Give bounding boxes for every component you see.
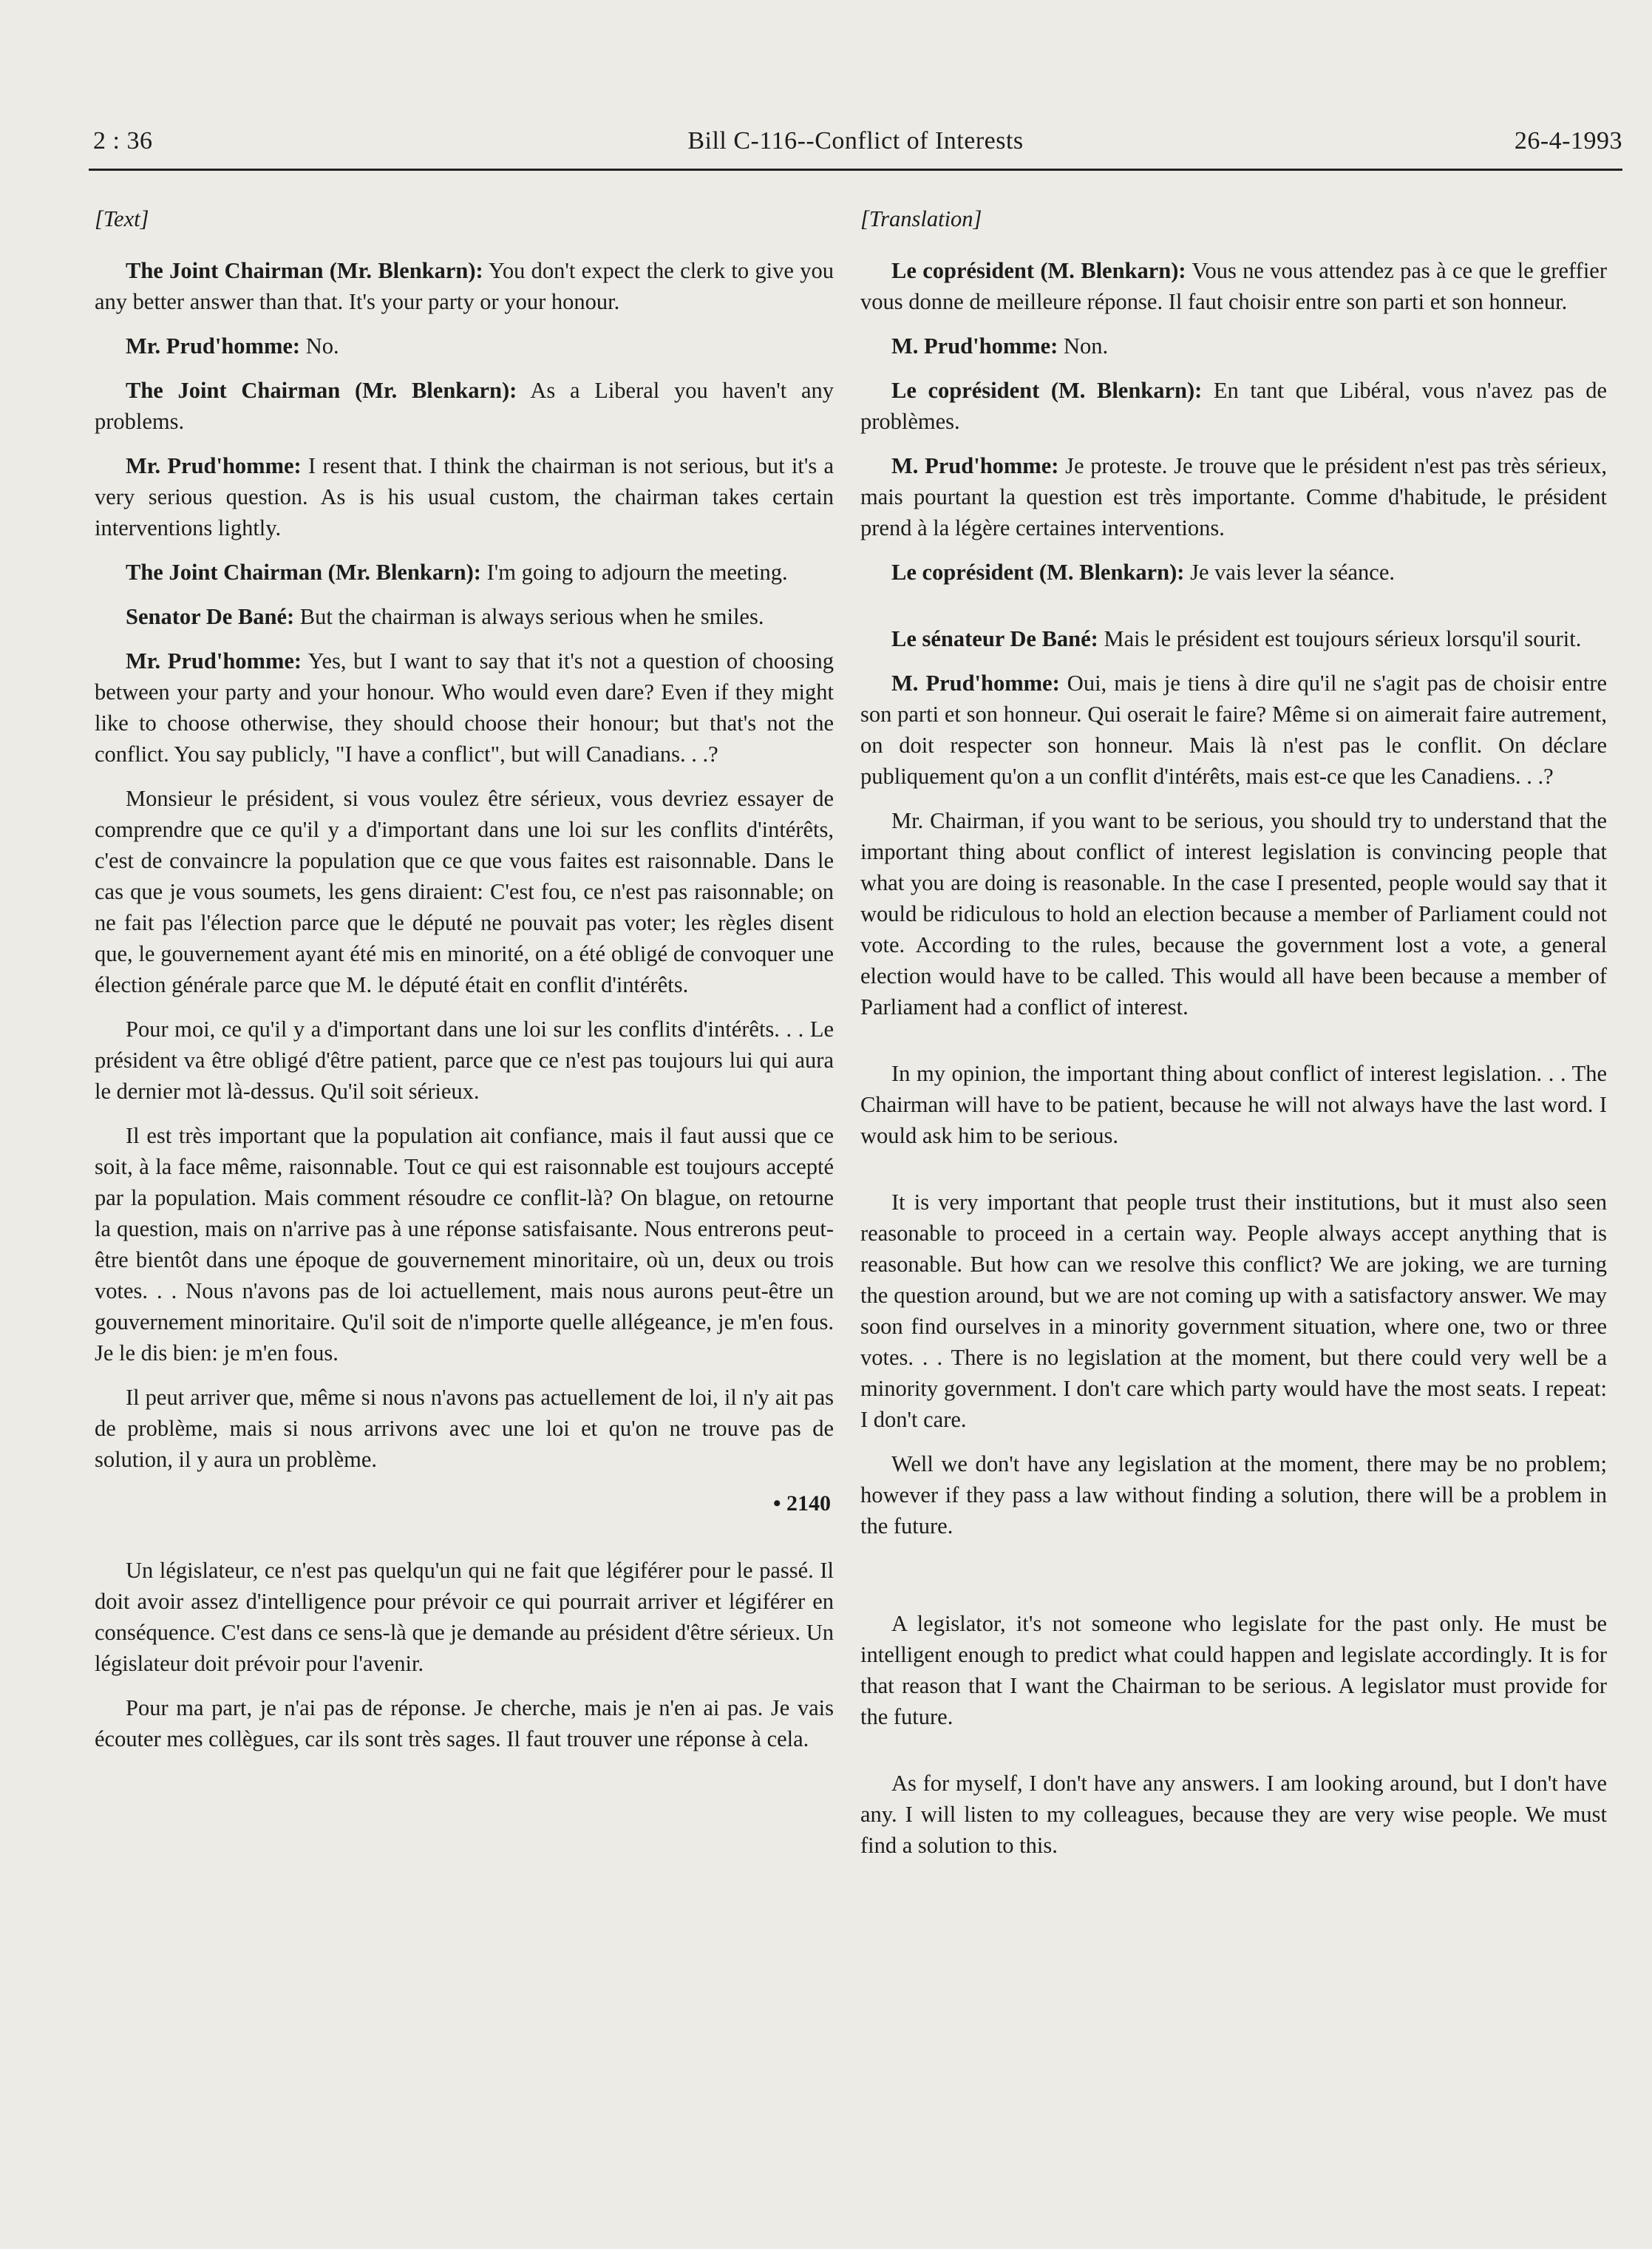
paragraph: Le coprésident (M. Blenkarn): Je vais lever la séance.: [891, 560, 1395, 585]
paragraph: Le coprésident (M. Blenkarn): En tant que Libéral, vous n'avez pas de problèmes.: [860, 378, 1607, 434]
page-number: 2 : 36: [93, 127, 153, 155]
paragraph: M. Prud'homme: Je proteste. Je trouve que le président n'est pas très sérieux, mais pourtant la question est très importante. Comme d'habitude, le président prend à la légère certaines interventions.: [860, 453, 1608, 540]
paragraph: M. Prud'homme: Non.: [891, 333, 1109, 359]
speaker-name: Mr. Prud'homme:: [126, 648, 302, 674]
speaker-name: Senator De Bané:: [126, 604, 295, 629]
paragraph: Mr. Prud'homme: I resent that. I think the chairman is not serious, but it's a very serious question. As is his usual custom, the chairman takes certain interventions lightly.: [95, 453, 834, 540]
speaker-name: Le coprésident (M. Blenkarn):: [891, 378, 1203, 403]
paragraph: Mr. Chairman, if you want to be serious, you should try to understand that the important thing about conflict of interest legislation is convincing people that what you are doing is reasonable. In the case I presented, people would say that it would be ridiculous to hold an election because a member of Parliament could not vote. According to the rules, because the government lost a vote, a general election would have to be called. This would all have been because a member of Parliament had a conflict of interest.: [860, 808, 1607, 1020]
paragraph: Monsieur le président, si vous voulez être sérieux, vous devriez essayer de comprendre que ce qu'il y a d'important dans une loi sur les conflits d'intérêts, c'est de convaincre la population que ce que vous faites est raisonnable. Dans le cas que je vous soumets, les gens diraient: C'est fou, ce n'est pas raisonnable; on ne fait pas l'élection parce que le député ne pouvait pas voter; les règles disent que, le gouvernement ayant été mis en minorité, on a été obligé de convoquer une élection générale parce que M. le député était en conflit d'intérêts.: [95, 786, 834, 997]
paragraph: Il peut arriver que, même si nous n'avons pas actuellement de loi, il n'y ait pas de problème, mais si nous arrivons avec une loi et qu'on ne trouve pas de solution, il y aura un problème.: [95, 1385, 834, 1472]
paragraph: Mr. Prud'homme: Yes, but I want to say that it's not a question of choosing between your party and your honour. Who would even dare? Even if they might like to choose otherwise, they should choose their honour; but that's not the conflict. You say publicly, "I have a conflict", but will Canadians. . .?: [95, 648, 835, 767]
paragraph: Le sénateur De Bané: Mais le président est toujours sérieux lorsqu'il sourit.: [891, 626, 1582, 651]
paragraph: The Joint Chairman (Mr. Blenkarn): I'm going to adjourn the meeting.: [126, 560, 788, 585]
paragraph: M. Prud'homme: Oui, mais je tiens à dire qu'il ne s'agit pas de choisir entre son parti et son honneur. Qui oserait le faire? Même si on aimerait faire autrement, on doit respecter son honneur. Mais là n'est pas le conflit. On déclare publiquement qu'on a un conflit d'intérêts, mais est-ce que les Canadiens. . .?: [860, 671, 1608, 789]
speaker-name: The Joint Chairman (Mr. Blenkarn):: [126, 378, 517, 403]
column-label: [Text]: [95, 206, 149, 231]
document-title: Bill C-116--Conflict of Interests: [687, 127, 1024, 155]
column-label: [Translation]: [860, 206, 982, 231]
left-column-original-text: [95, 203, 834, 1754]
speaker-name: M. Prud'homme:: [891, 333, 1058, 359]
document-date: 26-4-1993: [1514, 127, 1622, 155]
paragraph: Un législateur, ce n'est pas quelqu'un qui ne fait que légiférer pour le passé. Il doit avoir assez d'intelligence pour prévoir ce qui pourrait arriver et légiférer en conséquence. C'est dans ce sens-là que je demande au président d'être sérieux. Un législateur doit prévoir pour l'avenir.: [95, 1558, 834, 1676]
paragraph: It is very important that people trust their institutions, but it must also seen reasonable to proceed in a certain way. People always accept anything that is reasonable. But how can we resolve this conflict? We are joking, we are turning the question around, but we are not coming up with a satisfactory answer. We may soon find ourselves in a minority government situation, where one, two or three votes. . . There is no legislation at the moment, but there could very well be a minority government. I don't care which party would have the most seats. I repeat: I don't care.: [860, 1190, 1607, 1432]
paragraph: Mr. Prud'homme: No.: [126, 333, 339, 359]
paragraph: The Joint Chairman (Mr. Blenkarn): As a Liberal you haven't any problems.: [95, 378, 834, 434]
speaker-name: The Joint Chairman (Mr. Blenkarn):: [126, 560, 481, 585]
speaker-name: M. Prud'homme:: [891, 671, 1060, 696]
speaker-name: Mr. Prud'homme:: [126, 453, 302, 478]
speaker-name: Mr. Prud'homme:: [126, 333, 301, 359]
paragraph: Il est très important que la population ait confiance, mais il faut aussi que ce soit, à la face même, raisonnable. Tout ce qui est raisonnable est toujours accepté par la population. Mais comment résoudre ce conflit-là? On blague, on retourne la question, mais on n'arrive pas à une réponse satisfaisante. Nous entrerons peut-être bientôt dans une époque de gouvernement minoritaire, où un, deux ou trois votes. . . Nous n'avons pas de loi actuellement, mais nous aurons peut-être un gouvernement minoritaire. Qu'il soit de n'importe quelle allégeance, je m'en fous. Je le dis bien: je m'en fous.: [95, 1123, 834, 1366]
paragraph: A legislator, it's not someone who legislate for the past only. He must be intelligent enough to predict what could happen and legislate accordingly. It is for that reason that I want the Chairman to be serious. A legislator must provide for the future.: [860, 1611, 1607, 1729]
paragraph: The Joint Chairman (Mr. Blenkarn): You don't expect the clerk to give you any better answer than that. It's your party or your honour.: [95, 258, 834, 314]
right-column-translation: [860, 203, 1607, 1861]
paragraph: Well we don't have any legislation at the moment, there may be no problem; however if they pass a law without finding a solution, there will be a problem in the future.: [860, 1451, 1607, 1539]
paragraph: As for myself, I don't have any answers. I am looking around, but I don't have any. I will listen to my colleagues, because they are very wise people. We must find a solution to this.: [860, 1771, 1607, 1858]
paragraph: In my opinion, the important thing about conflict of interest legislation. . . The Chairman will have to be patient, because he will not always have the last word. I would ask him to be serious.: [860, 1061, 1607, 1148]
page-header: [89, 124, 1622, 171]
time-marker: • 2140: [772, 1491, 831, 1516]
speaker-name: Le coprésident (M. Blenkarn):: [891, 258, 1186, 283]
paragraph: Senator De Bané: But the chairman is always serious when he smiles.: [126, 604, 764, 629]
paragraph: Le coprésident (M. Blenkarn): Vous ne vous attendez pas à ce que le greffier vous donne de meilleure réponse. Il faut choisir entre son parti et son honneur.: [860, 258, 1607, 314]
speaker-name: Le coprésident (M. Blenkarn):: [891, 560, 1185, 585]
paragraph: Pour moi, ce qu'il y a d'important dans une loi sur les conflits d'intérêts. . . Le président va être obligé d'être patient, parce que ce n'est pas toujours lui qui aura le dernier mot là-dessus. Qu'il soit sérieux.: [95, 1017, 834, 1104]
speaker-name: M. Prud'homme:: [891, 453, 1059, 478]
speaker-name: The Joint Chairman (Mr. Blenkarn):: [126, 258, 483, 283]
speaker-name: Le sénateur De Bané:: [891, 626, 1098, 651]
paragraph: Pour ma part, je n'ai pas de réponse. Je cherche, mais je n'en ai pas. Je vais écouter mes collègues, car ils sont très sages. Il faut trouver une réponse à cela.: [95, 1695, 834, 1751]
